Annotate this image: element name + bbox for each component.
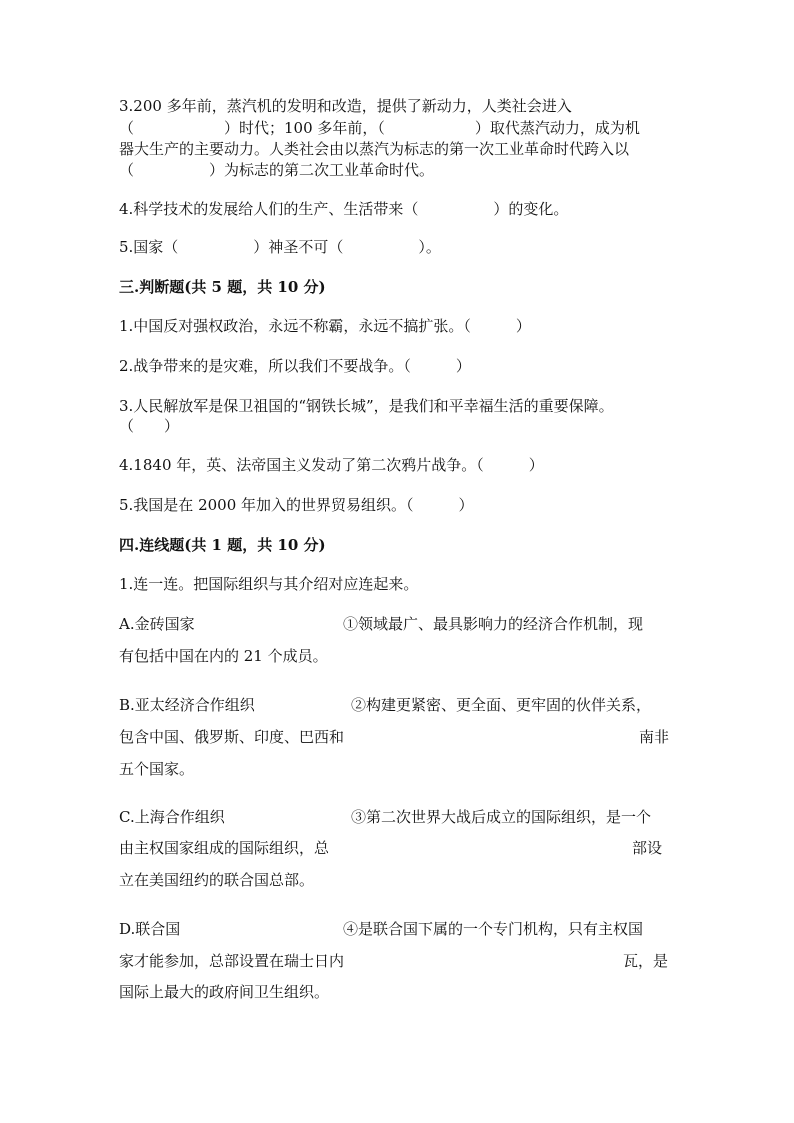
org-d-name: D.联合国 — [119, 920, 181, 938]
desc-2-line2-left: 包含中国、俄罗斯、印度、巴西和 — [119, 728, 345, 746]
desc-4-line2-left: 家才能参加，总部设置在瑞士日内 — [119, 952, 345, 970]
fill-q3-line4: （ ）为标志的第二次工业革命时代。 — [119, 161, 435, 179]
desc-4-line2-right: 瓦，是 — [623, 952, 669, 970]
fill-q3-line3: 器大生产的主要动力。人类社会由以蒸汽为标志的第一次工业革命时代跨入以 — [119, 140, 630, 158]
desc-3-line1: ③第二次世界大战后成立的国际组织，是一个 — [351, 808, 652, 826]
org-b-name: B.亚太经济合作组织 — [119, 696, 255, 714]
desc-4-line1: ④是联合国下属的一个专门机构，只有主权国 — [343, 920, 644, 938]
desc-2-line2-right: 南非 — [639, 728, 670, 746]
matching-instruction: 1.连一连。把国际组织与其介绍对应连起来。 — [119, 575, 419, 593]
fill-q5: 5.国家（ ）神圣不可（ ）。 — [119, 238, 441, 256]
tf-q5: 5.我国是在 2000 年加入的世界贸易组织。（ ） — [119, 496, 474, 514]
desc-1-line1: ①领域最广、最具影响力的经济合作机制，现 — [343, 615, 644, 633]
tf-q1: 1.中国反对强权政治，永远不称霸，永远不搞扩张。（ ） — [119, 317, 531, 335]
desc-3-line2-right: 部设 — [632, 839, 663, 857]
desc-2-line1: ②构建更紧密、更全面、更牢固的伙伴关系， — [351, 696, 652, 714]
desc-3-line3: 立在美国纽约的联合国总部。 — [119, 871, 315, 889]
desc-3-line2-left: 由主权国家组成的国际组织，总 — [119, 839, 330, 857]
tf-q2: 2.战争带来的是灾难，所以我们不要战争。（ ） — [119, 357, 471, 375]
fill-q4: 4.科学技术的发展给人们的生产、生活带来（ ）的变化。 — [119, 200, 569, 218]
org-c-name: C.上海合作组织 — [119, 808, 225, 826]
fill-q3-line2: （ ）时代；100 多年前，（ ）取代蒸汽动力，成为机 — [119, 119, 640, 137]
tf-q3-line2: （ ） — [119, 417, 180, 435]
matching-heading: 四.连线题(共 1 题，共 10 分) — [119, 536, 326, 554]
true-false-heading: 三.判断题(共 5 题，共 10 分) — [119, 278, 326, 296]
desc-1-line2: 有包括中国在内的 21 个成员。 — [119, 647, 328, 665]
fill-q3-line1: 3.200 多年前，蒸汽机的发明和改造，提供了新动力，人类社会进入 — [119, 97, 572, 115]
desc-2-line3: 五个国家。 — [119, 760, 195, 778]
tf-q3-line1: 3.人民解放军是保卫祖国的“钢铁长城”，是我们和平幸福生活的重要保障。 — [119, 397, 614, 415]
tf-q4: 4.1840 年，英、法帝国主义发动了第二次鸦片战争。（ ） — [119, 456, 544, 474]
desc-4-line3: 国际上最大的政府间卫生组织。 — [119, 983, 330, 1001]
org-a-name: A.金砖国家 — [119, 615, 195, 633]
